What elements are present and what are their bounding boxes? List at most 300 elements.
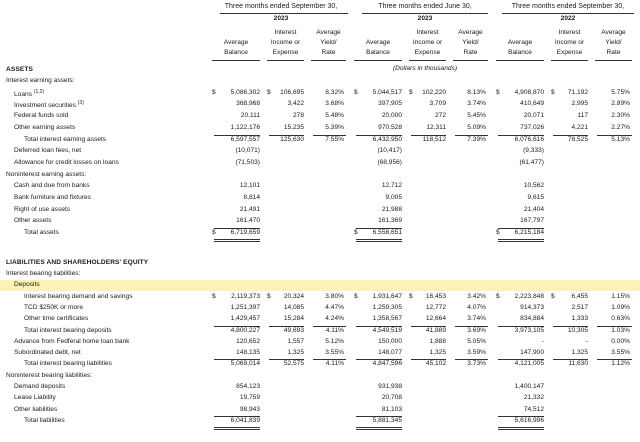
col-header-interest-3-rule	[551, 60, 588, 61]
balance-value: 148,077	[378, 349, 402, 357]
row-label	[14, 349, 81, 356]
interest-value: 3,422	[287, 100, 304, 108]
subtotal-rule	[455, 326, 488, 327]
row-label-text: Investment securities	[14, 102, 78, 110]
balance-value: 4,908,870	[514, 88, 544, 96]
balance-value: 1,122,176	[230, 123, 260, 131]
yield-value: 3.42%	[467, 292, 486, 300]
balance-value: 98,943	[239, 405, 260, 413]
balance-value: 1,400,147	[514, 383, 544, 390]
row-label	[24, 293, 133, 300]
interest-value: 49,693	[283, 326, 304, 334]
yield-value: 8.32%	[325, 88, 344, 96]
yield-value: 1.15%	[611, 292, 630, 300]
interest-value: -	[585, 337, 588, 345]
table-row	[0, 417, 640, 427]
interest-value: 16,453	[425, 292, 446, 300]
row-label-text: Right of use assets	[14, 205, 71, 213]
table-row	[0, 394, 640, 404]
col-header-yield-2-line: Yield/	[462, 39, 479, 46]
row-label-text: Bank furniture and fixtures	[14, 194, 91, 201]
yield-value: 3.69%	[467, 326, 486, 334]
balance-value: 6,719,659	[230, 229, 260, 237]
subtotal-rule	[498, 416, 544, 417]
dollar-sign: $	[409, 88, 413, 96]
balance-value: 12,712	[381, 182, 402, 190]
yield-value: 1.09%	[611, 303, 630, 311]
interest-value: 12,772	[425, 303, 446, 311]
balance-value: 5,616,996	[514, 416, 544, 424]
row-label	[14, 112, 68, 119]
footnote-marker: (3)	[77, 100, 84, 107]
col-header-interest-3-line: Expense	[556, 49, 583, 56]
row-label-text: Lease Liability	[14, 394, 56, 402]
row-label	[14, 206, 70, 213]
balance-value: 10,562	[523, 182, 544, 190]
balance-value: -	[541, 337, 544, 345]
balance-value: 4,847,596	[372, 360, 402, 368]
row-label	[6, 270, 80, 277]
col-header-balance-1-line: Average	[223, 39, 249, 46]
yield-value: 4.07%	[467, 303, 486, 311]
yield-value: 4.11%	[325, 326, 344, 334]
interest-value: 52,575	[283, 360, 304, 368]
total-double-rule	[498, 241, 544, 242]
balance-value: 834,884	[520, 315, 544, 323]
table-row	[0, 89, 640, 99]
total-double-rule	[356, 239, 402, 240]
units-note: (Dollars in thousands)	[392, 65, 458, 72]
footnote-marker: (1,2)	[33, 88, 45, 95]
row-label-text: Deferred loan fees, net	[14, 147, 82, 155]
subtotal-rule	[313, 359, 346, 360]
period-rule-2	[362, 13, 488, 14]
row-label-text: Loans	[14, 90, 34, 98]
period-header-3: Three months ended September 30,	[511, 3, 625, 10]
balance-value: 12,101	[239, 182, 260, 190]
balance-value: 1,251,397	[230, 303, 260, 311]
table-row	[0, 406, 640, 416]
dollar-sign: $	[354, 229, 358, 237]
col-header-yield-1-line: Yield/	[320, 39, 337, 46]
balance-value: 368,968	[236, 100, 260, 108]
balance-value: 397,905	[378, 100, 402, 108]
period-year-2: 2023	[417, 15, 433, 22]
table-row	[0, 136, 640, 146]
col-header-balance-1-line: Balance	[224, 49, 248, 56]
col-header-interest-1-line: Income or	[270, 39, 301, 46]
yield-value: 4.24%	[325, 315, 344, 323]
subtotal-rule	[597, 359, 632, 360]
balance-value: 914,373	[520, 303, 544, 311]
subtotal-rule	[597, 326, 632, 327]
table-row	[0, 281, 640, 291]
yield-value: 5.39%	[325, 123, 344, 131]
dollar-sign: $	[212, 229, 216, 237]
table-row	[0, 360, 640, 370]
balance-value: 120,652	[236, 337, 260, 345]
col-header-yield-2-line: Rate	[463, 49, 478, 56]
balance-value: 6,041,839	[230, 416, 260, 424]
row-label-text: Noninterest earning assets:	[6, 170, 87, 178]
row-label	[24, 417, 65, 424]
subtotal-rule	[356, 359, 402, 360]
yield-value: 5.12%	[325, 337, 344, 345]
liabilities-title: LIABILITIES AND SHAREHOLDERS' EQUITY	[6, 259, 149, 266]
table-row	[0, 372, 640, 382]
col-header-yield-2	[451, 28, 490, 58]
balance-value: 6,558,651	[372, 229, 402, 237]
row-label	[14, 182, 90, 189]
row-label	[6, 171, 86, 178]
total-double-rule	[498, 427, 544, 428]
interest-value: 118,512	[422, 135, 446, 143]
row-label	[24, 304, 83, 311]
interest-value: 1,325	[429, 349, 446, 357]
subtotal-rule	[356, 135, 402, 136]
yield-value: 5.45%	[467, 112, 486, 120]
subtotal-rule	[214, 326, 260, 327]
yield-value: 3.74%	[467, 315, 486, 323]
row-label-text: Deposits	[14, 281, 40, 289]
subtotal-rule	[269, 135, 304, 136]
interest-value: 20,324	[283, 292, 304, 300]
balance-value: 6,076,616	[514, 135, 544, 143]
balance-value: 854,123	[236, 383, 260, 390]
dollar-sign: $	[354, 88, 358, 96]
col-header-interest-2	[407, 28, 448, 58]
balance-value: (10,417)	[377, 147, 402, 155]
total-double-rule	[214, 427, 260, 428]
yield-value: 5.75%	[611, 88, 630, 96]
interest-value: 278	[292, 112, 304, 120]
table-row	[0, 182, 640, 192]
col-header-interest-2-line: Interest	[416, 29, 439, 36]
balance-value: 9,005	[385, 194, 402, 201]
yield-value: 3.68%	[325, 100, 344, 108]
interest-value: 78,525	[567, 135, 588, 143]
yield-value: 7.55%	[325, 135, 344, 143]
balance-value: 4,549,519	[372, 326, 402, 334]
row-label	[14, 100, 84, 109]
balance-value: 4,121,005	[514, 360, 544, 368]
interest-value: 1,325	[287, 349, 304, 357]
col-header-balance-3-rule	[496, 60, 544, 61]
table-row	[0, 100, 640, 110]
balance-value: 167,797	[520, 217, 544, 225]
balance-value: 161,470	[236, 217, 260, 225]
subtotal-rule	[553, 359, 588, 360]
balance-value: 20,111	[240, 112, 260, 120]
row-label	[14, 338, 129, 345]
interest-value: 71,192	[567, 88, 588, 96]
dollar-sign: $	[496, 88, 500, 96]
table-row	[0, 77, 640, 87]
balance-value: (9,333)	[523, 147, 544, 155]
balance-value: 21,332	[523, 394, 544, 402]
row-label-text: Advance from Fedferal home loan bank	[14, 337, 130, 345]
balance-value: 147,900	[520, 349, 544, 357]
row-label-text: Total interest bearing liabilities	[24, 360, 112, 368]
period-year-3: 2022	[560, 15, 576, 22]
interest-value: 272	[434, 112, 446, 120]
subtotal-rule	[269, 326, 304, 327]
yield-value: 4.47%	[325, 303, 344, 311]
row-label	[24, 229, 59, 236]
assets-title: ASSETS	[6, 66, 33, 73]
subtotal-rule	[411, 326, 446, 327]
col-header-yield-1-line: Average	[316, 29, 341, 36]
col-header-interest-3-line: Interest	[558, 29, 581, 36]
col-header-interest-2-rule	[409, 60, 446, 61]
balance-value: 21,988	[381, 205, 402, 213]
period-header-2: Three months ended June 30,	[378, 3, 472, 10]
row-label	[14, 147, 81, 154]
row-label	[14, 124, 75, 131]
row-label-text: Other assets	[14, 217, 52, 225]
balance-value: 20,000	[381, 112, 402, 120]
total-double-rule	[356, 427, 402, 428]
table-row	[0, 338, 640, 348]
row-label-text: Total liabilities	[24, 416, 65, 424]
table-row	[0, 315, 640, 325]
row-label	[14, 194, 91, 201]
balance-value: 3,973,105	[514, 326, 544, 334]
table-row	[0, 194, 640, 204]
balance-value: 970,528	[378, 123, 402, 131]
balance-value: 931,938	[378, 383, 402, 390]
yield-value: 7.39%	[467, 135, 486, 143]
col-header-yield-2-line: Average	[458, 29, 483, 36]
interest-value: 2,995	[571, 100, 588, 108]
row-label-text: Subordinated debt, net	[14, 349, 81, 357]
row-label	[6, 77, 75, 84]
subtotal-rule	[214, 359, 260, 360]
total-double-rule	[214, 239, 260, 240]
yield-value: 5.05%	[467, 337, 486, 345]
subtotal-rule	[498, 228, 544, 229]
dollar-sign: $	[354, 292, 358, 300]
total-double-rule	[356, 429, 402, 430]
col-header-balance-2-line: Balance	[366, 49, 390, 56]
balance-value: 5,086,302	[230, 88, 260, 96]
subtotal-rule	[553, 326, 588, 327]
balance-value: 5,044,517	[372, 88, 402, 96]
yield-value: 3.80%	[325, 292, 344, 300]
row-label-text: Allowance for credit losses on loans	[14, 158, 119, 166]
row-label-text: Total assets	[24, 229, 59, 237]
balance-value: 1,259,305	[372, 303, 402, 311]
yield-value: 2.89%	[611, 100, 630, 108]
col-header-interest-1-line: Expense	[272, 49, 299, 56]
yield-value: 3.73%	[467, 360, 486, 368]
row-label	[14, 394, 56, 401]
row-label-text: Total interest bearing deposits	[24, 326, 112, 334]
row-label	[24, 136, 106, 143]
balance-value: 9,615	[527, 194, 544, 201]
subtotal-rule	[313, 326, 346, 327]
balance-value: (68,956)	[377, 158, 402, 166]
period-rule-1	[220, 13, 348, 14]
col-header-balance-2-rule	[354, 60, 402, 61]
yield-value: 5.09%	[467, 123, 486, 131]
dollar-sign: $	[551, 292, 555, 300]
subtotal-rule	[214, 135, 260, 136]
row-label-text: TCD $250K or more	[24, 303, 83, 311]
balance-value: 5,069,014	[230, 360, 260, 368]
balance-value: 161,369	[378, 217, 402, 225]
balance-value: 81,103	[381, 405, 402, 413]
interest-value: 10,305	[567, 326, 588, 334]
col-header-yield-3-line: Yield/	[605, 39, 622, 46]
col-header-balance-3-line: Balance	[508, 49, 532, 56]
total-double-rule	[356, 241, 402, 242]
period-rule-3	[502, 13, 634, 14]
col-header-interest-1	[265, 28, 306, 58]
row-label-text: Interest earning assets:	[6, 77, 75, 84]
balance-value: (61,477)	[519, 158, 544, 166]
table-row	[0, 147, 640, 157]
subtotal-rule	[498, 135, 544, 136]
yield-value: 5.13%	[611, 135, 630, 143]
row-label	[14, 217, 51, 224]
subtotal-rule	[455, 359, 488, 360]
yield-value: 1.03%	[611, 326, 630, 334]
table-row	[0, 159, 640, 169]
row-label	[14, 406, 57, 413]
col-header-interest-3-line: Income or	[554, 39, 585, 46]
balance-value: 5,881,345	[372, 416, 402, 424]
yield-value: 3.55%	[325, 349, 344, 357]
balance-value: 20,708	[381, 394, 402, 402]
row-label-text: Demand deposits	[14, 383, 66, 390]
yield-value: 2.30%	[611, 112, 630, 120]
subtotal-rule	[455, 135, 488, 136]
yield-value: 3.74%	[467, 100, 486, 108]
yield-value: 0.00%	[611, 337, 630, 345]
total-double-rule	[498, 429, 544, 430]
interest-value: 41,889	[425, 326, 446, 334]
col-header-balance-3-line: Average	[507, 39, 533, 46]
row-label	[14, 281, 40, 288]
col-header-interest-2-line: Income or	[412, 39, 443, 46]
row-label	[14, 159, 119, 166]
row-label	[24, 360, 112, 367]
balance-value: 737,026	[520, 123, 544, 131]
balance-value: 410,649	[520, 100, 544, 108]
col-header-yield-3-rule	[595, 60, 632, 61]
table-row	[0, 270, 640, 280]
col-header-balance-3	[494, 38, 546, 58]
balance-value: 2,119,373	[231, 292, 260, 300]
period-header-1: Three months ended September 30,	[224, 3, 338, 10]
col-header-yield-3	[593, 28, 634, 58]
table-row	[0, 217, 640, 227]
row-label	[14, 89, 44, 98]
col-header-yield-3-line: Rate	[606, 49, 621, 56]
yield-value: 1.12%	[611, 360, 630, 368]
balance-value: (71,503)	[235, 158, 260, 166]
subtotal-rule	[411, 135, 446, 136]
table-row	[0, 171, 640, 181]
table-row	[0, 349, 640, 359]
row-label-text: Total interest earning assets	[24, 135, 107, 143]
col-header-interest-2-line: Expense	[414, 49, 441, 56]
dollar-sign: $	[212, 88, 216, 96]
table-row	[0, 383, 640, 393]
yield-value: 3.59%	[467, 349, 486, 357]
interest-value: 117	[577, 112, 588, 120]
balance-value: 74,512	[523, 405, 544, 413]
interest-value: 106,695	[280, 88, 304, 96]
col-header-interest-3	[549, 28, 590, 58]
row-label	[24, 315, 88, 322]
balance-value: 148,135	[236, 349, 260, 357]
table-row	[0, 229, 640, 239]
dollar-sign: $	[212, 292, 216, 300]
total-double-rule	[498, 239, 544, 240]
yield-value: 4.11%	[325, 360, 344, 368]
interest-value: 15,284	[283, 315, 304, 323]
dollar-sign: $	[409, 292, 413, 300]
interest-value: 45,102	[425, 360, 446, 368]
interest-value: 1,333	[571, 315, 588, 323]
interest-value: 15,235	[283, 123, 304, 131]
interest-value: 12,664	[425, 315, 446, 323]
col-header-interest-1-rule	[267, 60, 304, 61]
row-label-text: Federal funds sold	[14, 112, 69, 120]
table-row	[0, 327, 640, 337]
balance-value: 1,429,457	[230, 315, 260, 323]
col-header-yield-2-rule	[453, 60, 488, 61]
yield-value: 3.55%	[611, 349, 630, 357]
row-label-text: Interest bearing liabilities:	[6, 270, 81, 277]
subtotal-rule	[498, 326, 544, 327]
interest-value: 12,311	[426, 123, 446, 131]
balance-value: 21,404	[523, 205, 544, 213]
balance-value: 150,000	[378, 337, 402, 345]
balance-value: 20,071	[523, 112, 544, 120]
yield-value: 8.13%	[467, 88, 486, 96]
col-header-balance-2	[352, 38, 404, 58]
col-header-balance-1-rule	[212, 60, 260, 61]
balance-value: 6,432,950	[372, 135, 402, 143]
dollar-sign: $	[496, 229, 500, 237]
balance-value: 19,759	[239, 394, 260, 402]
row-label	[6, 372, 92, 379]
interest-value: 11,630	[568, 360, 588, 368]
total-double-rule	[214, 429, 260, 430]
period-year-1: 2023	[273, 15, 289, 22]
subtotal-rule	[313, 135, 346, 136]
dollar-sign: $	[267, 292, 271, 300]
balance-value: 8,814	[243, 194, 260, 201]
subtotal-rule	[214, 228, 260, 229]
balance-value: 4,800,227	[230, 326, 260, 334]
interest-value: 1,325	[571, 349, 588, 357]
col-header-yield-1-rule	[311, 60, 346, 61]
dollar-sign: $	[267, 88, 271, 96]
row-label-text: Other earning assets	[14, 123, 76, 131]
subtotal-rule	[356, 228, 402, 229]
col-header-balance-1	[210, 38, 262, 58]
interest-value: 1,888	[429, 337, 446, 345]
table-row	[0, 304, 640, 314]
subtotal-rule	[498, 359, 544, 360]
balance-value: 21,491	[239, 205, 260, 213]
subtotal-rule	[553, 135, 588, 136]
table-row	[0, 124, 640, 134]
